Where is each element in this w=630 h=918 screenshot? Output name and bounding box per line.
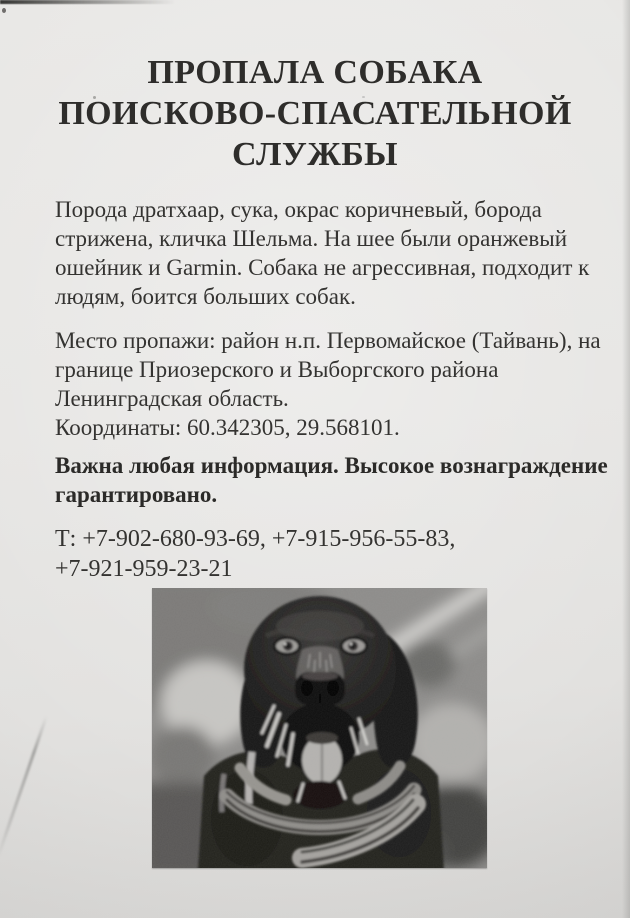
reward-line: Важна любая информация. Высокое вознаграждение <box>55 453 608 478</box>
dog-photo-illustration <box>152 588 487 868</box>
dog-description-paragraph <box>55 195 595 311</box>
description-line: людям, боится больших собак. <box>55 284 356 309</box>
phone-numbers <box>55 524 595 584</box>
reward-line: гарантировано. <box>55 482 218 507</box>
paper-scratch-mark <box>0 716 48 861</box>
location-line: Ленинградская область. <box>55 386 289 411</box>
title-line-1: ПРОПАЛА СОБАКА <box>147 54 483 91</box>
paper-speck <box>2 8 6 13</box>
dog-photo <box>152 588 487 868</box>
description-line: ошейник и Garmin. Собака не агрессивная, подходит к <box>55 255 590 280</box>
poster-title <box>0 52 630 175</box>
title-line-2: ПОИСКОВО-СПАСАТЕЛЬНОЙ <box>58 95 572 132</box>
description-line: стрижена, кличка Шельма. На шее были оранжевый <box>55 226 568 251</box>
title-line-3: СЛУЖБЫ <box>232 136 398 173</box>
phone-line: +7-921-959-23-21 <box>55 556 233 582</box>
location-line: Место пропажи: район н.п. Первомайское (Тайвань), на <box>55 328 601 353</box>
location-line: границе Приозерского и Выборгского района <box>55 357 499 382</box>
phone-line: Т: +7-902-680-93-69, +7-915-956-55-83, <box>55 526 456 552</box>
coordinates-line: Координаты: 60.342305, 29.568101. <box>55 415 400 440</box>
reward-paragraph <box>55 451 608 509</box>
description-line: Порода дратхаар, сука, окрас коричневый, борода <box>55 197 542 222</box>
paper-top-edge-shadow <box>0 0 175 4</box>
loss-location-paragraph <box>55 326 601 442</box>
